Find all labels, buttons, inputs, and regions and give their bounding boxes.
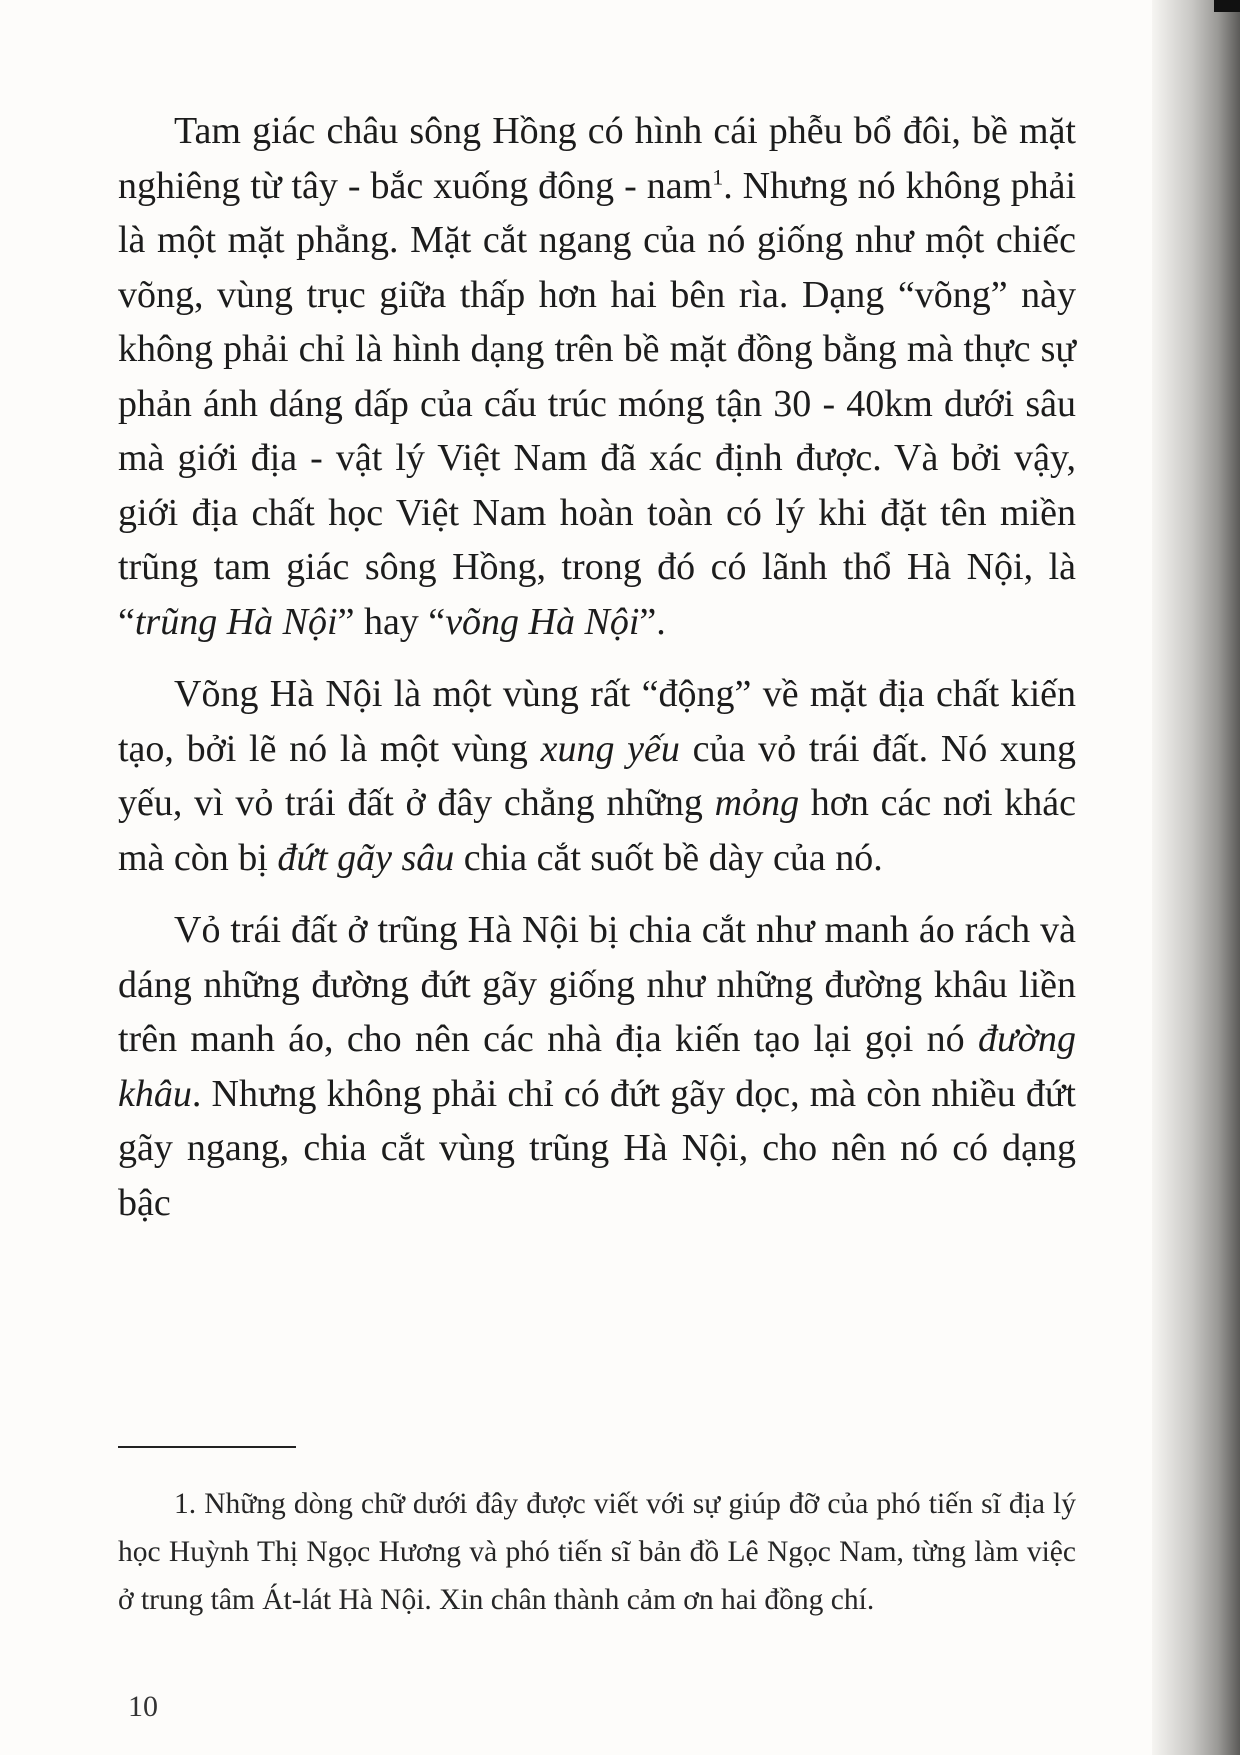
footnote-separator (118, 1446, 296, 1448)
text-run: ”. (639, 600, 666, 643)
italic-term: mỏng (714, 782, 800, 824)
paragraph-1 (118, 104, 1076, 649)
italic-term: xung yếu (540, 727, 680, 770)
italic-term: võng Hà Nội (445, 600, 640, 643)
italic-term: đường khâu (118, 1018, 1076, 1115)
text-run: của vỏ trái đất. Nó xung yếu, vì vỏ trái đất ở đây chẳng những (118, 727, 1076, 824)
footnote-text: 1. Những dòng chữ dưới đây được viết với sự giúp đỡ của phó tiến sĩ địa lý học Huỳnh Thị Ngọc Hương và phó tiến sĩ bản đồ Lê Ngọc Nam, từng làm việc ở trung tâm Át-lát Hà Nội. Xin chân thành cảm ơn hai đồng chí. (118, 1488, 1076, 1616)
text-run: . Nhưng không phải chỉ có đứt gãy dọc, mà còn nhiều đứt gãy ngang, chia cắt vùng trũng Hà Nội, cho nên nó có dạng bậc (118, 1072, 1076, 1224)
text-run: Tam giác châu sông Hồng có hình cái phễu bổ đôi, bề mặt nghiêng từ tây - bắc xuống đông - nam (118, 110, 1076, 207)
body-text (118, 104, 1076, 1230)
paragraph-2 (118, 667, 1076, 885)
italic-term: trũng Hà Nội (134, 600, 338, 643)
page-number: 10 (128, 1690, 158, 1723)
text-run: Vỏ trái đất ở trũng Hà Nội bị chia cắt như manh áo rách và dáng những đường đứt gãy giống như những đường khâu liền trên manh áo, cho nên các nhà địa kiến tạo lại gọi nó (118, 909, 1076, 1060)
text-run: chia cắt suốt bề dày của nó. (454, 836, 883, 879)
book-spine-shadow (1152, 0, 1240, 1755)
text-run: . Nhưng nó không phải là một mặt phẳng. Mặt cắt ngang của nó giống như một chiếc võng, vùng trục giữa thấp hơn hai bên rìa. Dạng “võng” này không phải chỉ là hình dạng trên bề mặt đồng bằng mà thực sự phản ánh dáng dấp của cấu trúc móng tận 30 - 40km dưới sâu mà giới địa - vật lý Việt Nam đã xác định được. Và bởi vậy, giới địa chất học Việt Nam hoàn toàn có lý khi đặt tên miền trũng tam giác sông Hồng, trong đó có lãnh thổ Hà Nội, là “ (118, 164, 1077, 643)
text-run: hơn các nơi khác mà còn bị (118, 782, 1076, 879)
spine-mark (1214, 0, 1240, 12)
italic-term: đứt gãy sâu (277, 836, 455, 879)
text-run: Võng Hà Nội là một vùng rất “động” về mặt địa chất kiến tạo, bởi lẽ nó là một vùng (118, 673, 1076, 770)
paragraph-3 (118, 903, 1076, 1230)
text-run: ” hay “ (337, 600, 446, 643)
footnote (118, 1480, 1076, 1624)
footnote-ref: 1 (712, 163, 724, 189)
